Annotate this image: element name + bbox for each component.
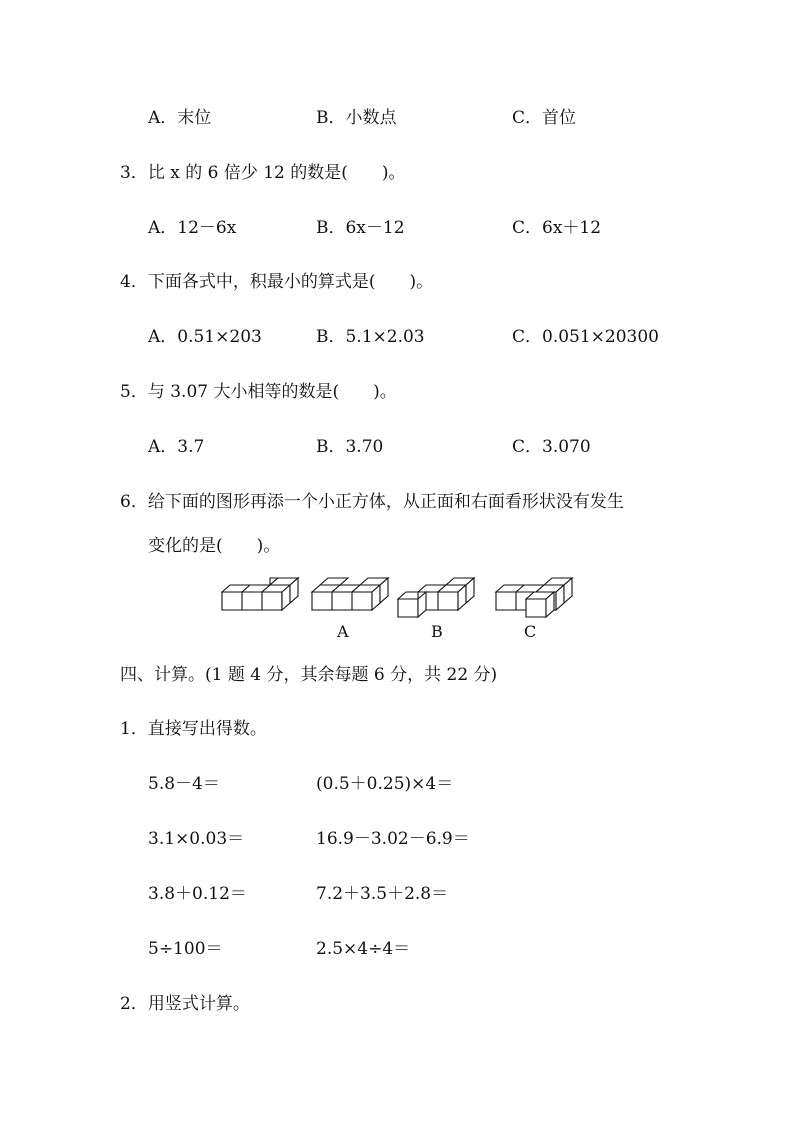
calc-row1-left: 5.8－4＝: [148, 774, 220, 794]
q4-option-b: B．5.1×2.03: [316, 327, 425, 347]
calc-row1-right: (0.5＋0.25)×4＝: [316, 774, 454, 794]
cube-figure-a: [312, 578, 388, 610]
calc-row3-left: 3.8＋0.12＝: [148, 884, 247, 904]
calc-row2-right: 16.9－3.02－6.9＝: [316, 829, 470, 849]
q4-option-a: A．0.51×203: [148, 327, 262, 347]
q4-option-c: C．0.051×20300: [512, 327, 659, 347]
cube-figure-b: [398, 578, 474, 617]
q6-text-line2: 变化的是( )。: [148, 536, 281, 556]
q6-text-line1: 6．给下面的图形再添一个小正方体，从正面和右面看形状没有发生: [120, 492, 624, 512]
figure-label-a: A: [337, 622, 349, 641]
q5-option-a: A．3.7: [148, 437, 205, 457]
q2-option-a: A．末位: [148, 108, 212, 128]
q5-text: 5．与 3.07 大小相等的数是( )。: [120, 382, 397, 402]
q5-option-c: C．3.070: [512, 437, 591, 457]
figure-label-c: C: [524, 622, 537, 641]
figure-label-b: B: [431, 622, 443, 641]
cube-figure-original: [222, 578, 298, 610]
q2-option-c: C．首位: [512, 108, 577, 128]
cube-figures: [218, 574, 578, 624]
q2-option-b: B．小数点: [316, 108, 397, 128]
section4-sub1-title: 1．直接写出得数。: [120, 719, 267, 739]
calc-row3-right: 7.2＋3.5＋2.8＝: [316, 884, 449, 904]
q3-option-c: C．6x＋12: [512, 218, 602, 238]
calc-row4-right: 2.5×4÷4＝: [316, 939, 411, 959]
cube-figure-c: [496, 578, 572, 617]
calc-row4-left: 5÷100＝: [148, 939, 223, 959]
q5-option-b: B．3.70: [316, 437, 384, 457]
q3-text: 3．比 x 的 6 倍少 12 的数是( )。: [120, 163, 406, 183]
q3-option-a: A．12－6x: [148, 218, 237, 238]
q4-text: 4．下面各式中，积最小的算式是( )。: [120, 272, 434, 292]
calc-row2-left: 3.1×0.03＝: [148, 829, 245, 849]
section4-title: 四、计算。(1 题 4 分，其余每题 6 分，共 22 分): [120, 665, 498, 685]
section4-sub2-title: 2．用竖式计算。: [120, 994, 250, 1014]
q3-option-b: B．6x－12: [316, 218, 405, 238]
